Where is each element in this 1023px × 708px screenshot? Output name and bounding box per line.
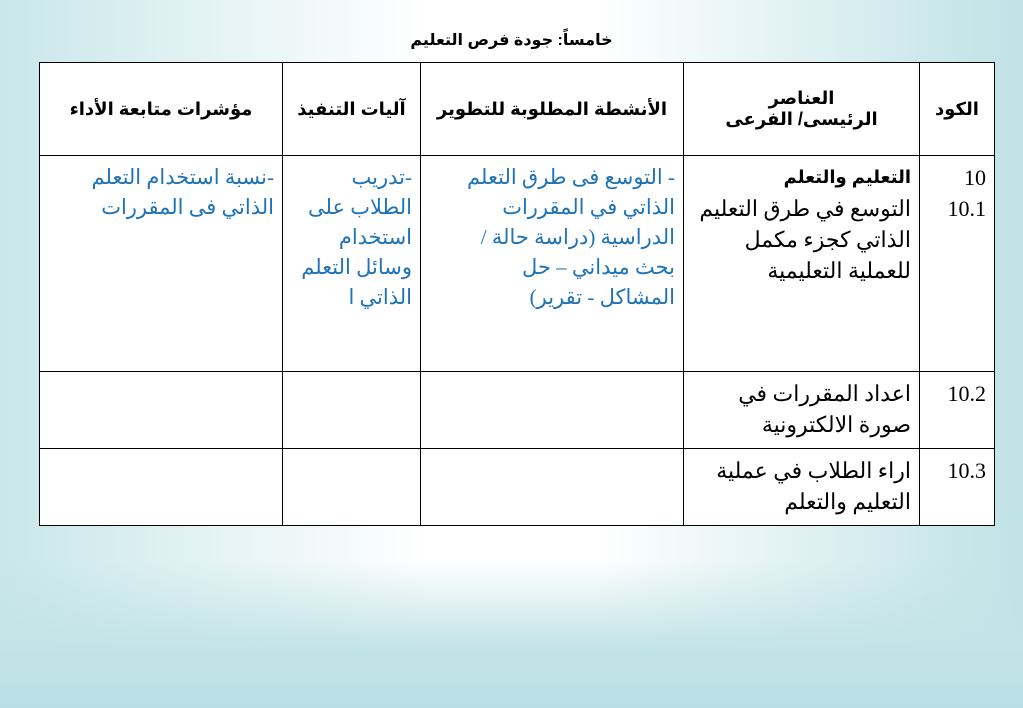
header-activities: الأنشطة المطلوبة للتطوير: [421, 63, 684, 156]
element-line: اراء الطلاب في عملية: [716, 458, 911, 483]
element-line: الذاتي كجزء مكمل: [744, 227, 911, 252]
header-indicators: مؤشرات متابعة الأداء: [40, 63, 283, 156]
header-code: الكود: [920, 63, 995, 156]
header-mechanisms: آليات التنفيذ: [283, 63, 421, 156]
mechanisms-line: وسائل التعلم: [301, 255, 412, 279]
element-cell: [684, 372, 920, 449]
table-row: [40, 449, 995, 526]
code-cell: [920, 156, 995, 372]
element-line: صورة الالكترونية: [761, 412, 911, 437]
activities-line: الدراسية (دراسة حالة /: [480, 225, 675, 249]
activities-cell: [421, 156, 684, 372]
indicators-cell: [40, 372, 283, 449]
quality-plan-table: [39, 62, 995, 526]
element-line: التوسع في طرق التعليم: [699, 196, 911, 221]
code-cell: 10.2: [920, 372, 995, 449]
header-elements: [684, 63, 920, 156]
element-cell: [684, 449, 920, 526]
header-row: [40, 63, 995, 156]
table-row: [40, 372, 995, 449]
mechanisms-cell: [283, 156, 421, 372]
element-cell: [684, 156, 920, 372]
mechanisms-line: استخدام: [338, 225, 412, 249]
element-line: التعليم والتعلم: [784, 489, 911, 514]
table-row: [40, 156, 995, 372]
element-line: اعداد المقررات في: [738, 381, 911, 406]
background-band: [0, 560, 1023, 708]
activities-line: - التوسع فى طرق التعلم: [467, 165, 675, 189]
activities-cell: [421, 372, 684, 449]
activities-cell: [421, 449, 684, 526]
indicators-cell: [40, 156, 283, 372]
indicators-cell: [40, 449, 283, 526]
mechanisms-line: الطلاب على: [308, 195, 412, 219]
indicators-line: -نسبة استخدام التعلم: [91, 165, 274, 189]
mechanisms-cell: [283, 449, 421, 526]
activities-line: المشاكل - تقرير): [529, 285, 675, 309]
element-heading: التعليم والتعلم: [783, 167, 911, 187]
element-line: للعملية التعليمية: [767, 258, 911, 283]
indicators-line: الذاتي فى المقررات: [101, 195, 274, 219]
section-title: خامساً: جودة فرص التعليم: [410, 32, 613, 49]
activities-line: بحث ميداني – حل: [522, 255, 675, 279]
mechanisms-cell: [283, 372, 421, 449]
code-main: 10: [964, 165, 986, 190]
mechanisms-line: -تدريب: [351, 165, 412, 189]
activities-line: الذاتي في المقررات: [502, 195, 675, 219]
header-elements-line1: العناصر: [768, 88, 835, 108]
header-elements-line2: الرئيسى/ الفرعى: [725, 109, 878, 129]
code-cell: 10.3: [920, 449, 995, 526]
mechanisms-line: الذاتي ا: [348, 285, 412, 309]
code-sub: 10.1: [947, 196, 986, 221]
